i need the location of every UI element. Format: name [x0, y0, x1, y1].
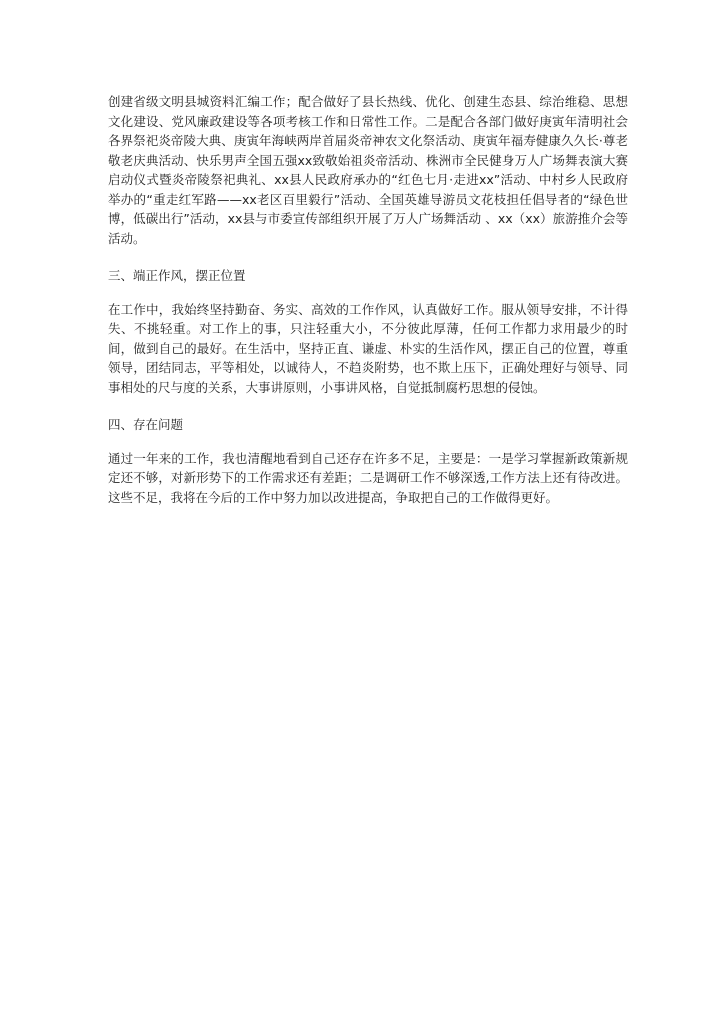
section-heading-3: 三、端正作风，摆正位置: [108, 268, 246, 283]
spacer: [108, 397, 628, 415]
body-paragraph-3: 通过一年来的工作，我也清醒地看到自己还存在许多不足，主要是：一是学习掌握新政策新规定还不够，对新形势下的工作需求还有差距；二是调研工作不够深透,工作方法上还有待改进。这些不足，我将在今后的工作中努力加以改进提高，争取把自己的工作做得更好。: [108, 450, 628, 505]
body-paragraph-2: 在工作中，我始终坚持勤奋、务实、高效的工作作风，认真做好工作。服从领导安排，不计得失、不挑轻重。对工作上的事，只注轻重大小，不分彼此厚薄，任何工作都力求用最少的时间，做到自己的最好。在生活中，坚持正直、谦虚、朴实的生活作风，摆正自己的位置，尊重领导，团结同志，平等相处，以诚待人，不趋炎附势，也不欺上压下，正确处理好与领导、同事相处的尺与度的关系，大事讲原则，小事讲风格，自觉抵制腐朽思想的侵蚀。: [108, 301, 628, 395]
body-paragraph-1: 创建省级文明县城资料汇编工作；配合做好了县长热线、优化、创建生态县、综治维稳、思想文化建设、党风廉政建设等各项考核工作和日常性工作。二是配合各部门做好庚寅年清明社会各界祭祀炎帝陵大典、庚寅年海峡两岸首届炎帝神农文化祭活动、庚寅年福寿健康久久长·尊老敬老庆典活动、快乐男声全国五强xx致敬始祖炎帝活动、株洲市全民健身万人广场舞表演大赛启动仪式暨炎帝陵祭祀典礼、xx县人民政府承办的“红色七月·走进xx”活动、中村乡人民政府举办的“重走红军路——xx老区百里毅行”活动、全国英雄导游员文花枝担任倡导者的“绿色世博，低碳出行”活动，xx县与市委宣传部组织开展了万人广场舞活动 、xx（xx）旅游推介会等活动。: [108, 94, 628, 246]
spacer: [108, 248, 628, 266]
document-page: [108, 92, 628, 507]
spacer: [108, 286, 628, 300]
section-heading-4: 四、存在问题: [108, 417, 184, 432]
spacer: [108, 435, 628, 449]
